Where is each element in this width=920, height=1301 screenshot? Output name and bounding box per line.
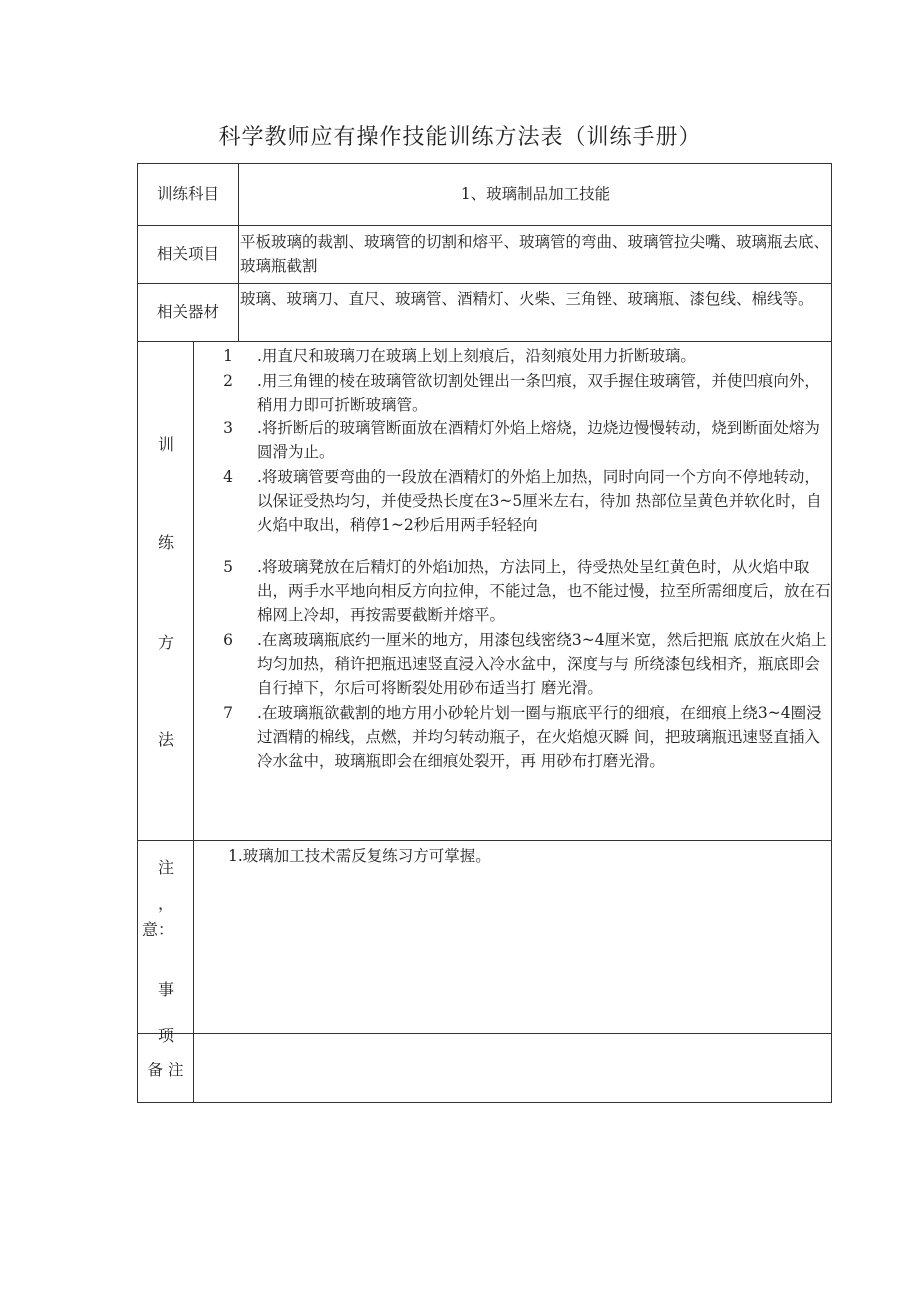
row-divider — [138, 341, 831, 342]
method-label-char: 法 — [157, 730, 174, 749]
method-step — [203, 369, 833, 417]
method-label-char: 训 — [157, 435, 174, 454]
subject-value: 1、玻璃制品加工技能 — [460, 185, 611, 203]
equipment-label: 相关器材 — [156, 303, 219, 321]
method-step — [203, 416, 833, 464]
row-divider — [138, 840, 831, 841]
method-step — [203, 344, 833, 368]
notes-label-char: 事 — [157, 980, 174, 999]
step-text: .用三角锂的棱在玻璃管欲切割处锂出一条凹痕，双手握住玻璃管，并使凹痕向外，稍用力即可折断玻璃管。 — [257, 372, 820, 414]
step-number: 2 — [223, 372, 233, 390]
row-divider — [138, 1033, 831, 1034]
method-step — [203, 628, 833, 700]
method-label-char: 方 — [157, 633, 174, 652]
method-label-char: 练 — [157, 533, 174, 552]
notes-label-char: 项 — [157, 1026, 174, 1045]
step-text: .用直尺和玻璃刀在玻璃上划上刻痕后，沿刻痕处用力折断玻璃。 — [257, 347, 696, 365]
subject-label: 训练科目 — [156, 185, 219, 203]
step-number: 4 — [223, 468, 233, 486]
items-value: 平板玻璃的裁割、玻璃管的切割和熔平、玻璃管的弯曲、玻璃管拉尖嘴、玻璃瓶去底、玻璃瓶截割 — [240, 233, 830, 275]
step-number: 3 — [223, 419, 233, 437]
items-label: 相关项目 — [156, 245, 219, 263]
equipment-value: 玻璃、玻璃刀、直尺、玻璃管、酒精灯、火柴、三角锉、玻璃瓶、漆包线、棉线等。 — [240, 290, 814, 308]
training-table — [137, 163, 832, 1103]
notes-label — [138, 841, 193, 1045]
notes-label-char: 意： — [141, 920, 174, 939]
step-number: 6 — [223, 631, 233, 649]
step-text: .将折断后的玻璃管断面放在酒精灯外焰上熔烧，边烧边慢慢转动，烧到断面处熔为圆滑为止。 — [257, 419, 820, 461]
notes-label-char: 注 — [157, 858, 174, 877]
step-text: .将玻璃凳放在后精灯的外焰i加热，方法同上，待受热处呈红黄色时，从火焰中取出，两手水平地向相反方向拉伸，不能过急，也不能过慢，拉至所需细度后，放在石棉网上冷却，再按需要截断并熔平。 — [257, 558, 831, 624]
notes-label-char: ， — [157, 894, 174, 913]
row-divider — [138, 225, 831, 226]
method-step — [203, 465, 833, 537]
step-number: 7 — [223, 704, 233, 722]
step-text: .将玻璃管要弯曲的一段放在酒精灯的外焰上加热，同时向同一个方向不停地转动，以保证受热均匀，并使受热长度在3~5厘米左右，待加 热部位呈黄色并软化时，自火焰中取出，稍停1~2秒后用两手轻轻向 — [257, 468, 822, 534]
step-text: .在玻璃瓶欲截割的地方用小砂轮片划一圈与瓶底平行的细痕，在细痕上绕3~4圈浸过酒精的棉线，点燃，并均匀转动瓶子，在火焰熄灭瞬 间，把玻璃瓶迅速竖直插入冷水盆中，玻璃瓶即会在细痕处裂开，再 用砂布打磨光滑。 — [257, 704, 822, 770]
step-number: 5 — [223, 558, 233, 576]
page-title: 科学教师应有操作技能训练方法表（训练手册） — [218, 125, 702, 150]
remarks-label: 备 注 — [147, 1061, 184, 1079]
method-step — [203, 555, 833, 627]
method-step — [203, 701, 833, 773]
notes-text: 1.玻璃加工技术需反复练习方可掌握。 — [228, 847, 491, 865]
row-divider — [138, 283, 831, 284]
step-text: .在离玻璃瓶底约一厘米的地方，用漆包线密绕3~4厘米宽，然后把瓶 底放在火焰上均匀加热，稍许把瓶迅速竖直浸入冷水盆中，深度与与 所绕漆包线相齐，瓶底即会自行掉下，尔后可将断裂处用砂布适当打 磨光滑。 — [257, 631, 827, 697]
step-number: 1 — [223, 347, 233, 365]
